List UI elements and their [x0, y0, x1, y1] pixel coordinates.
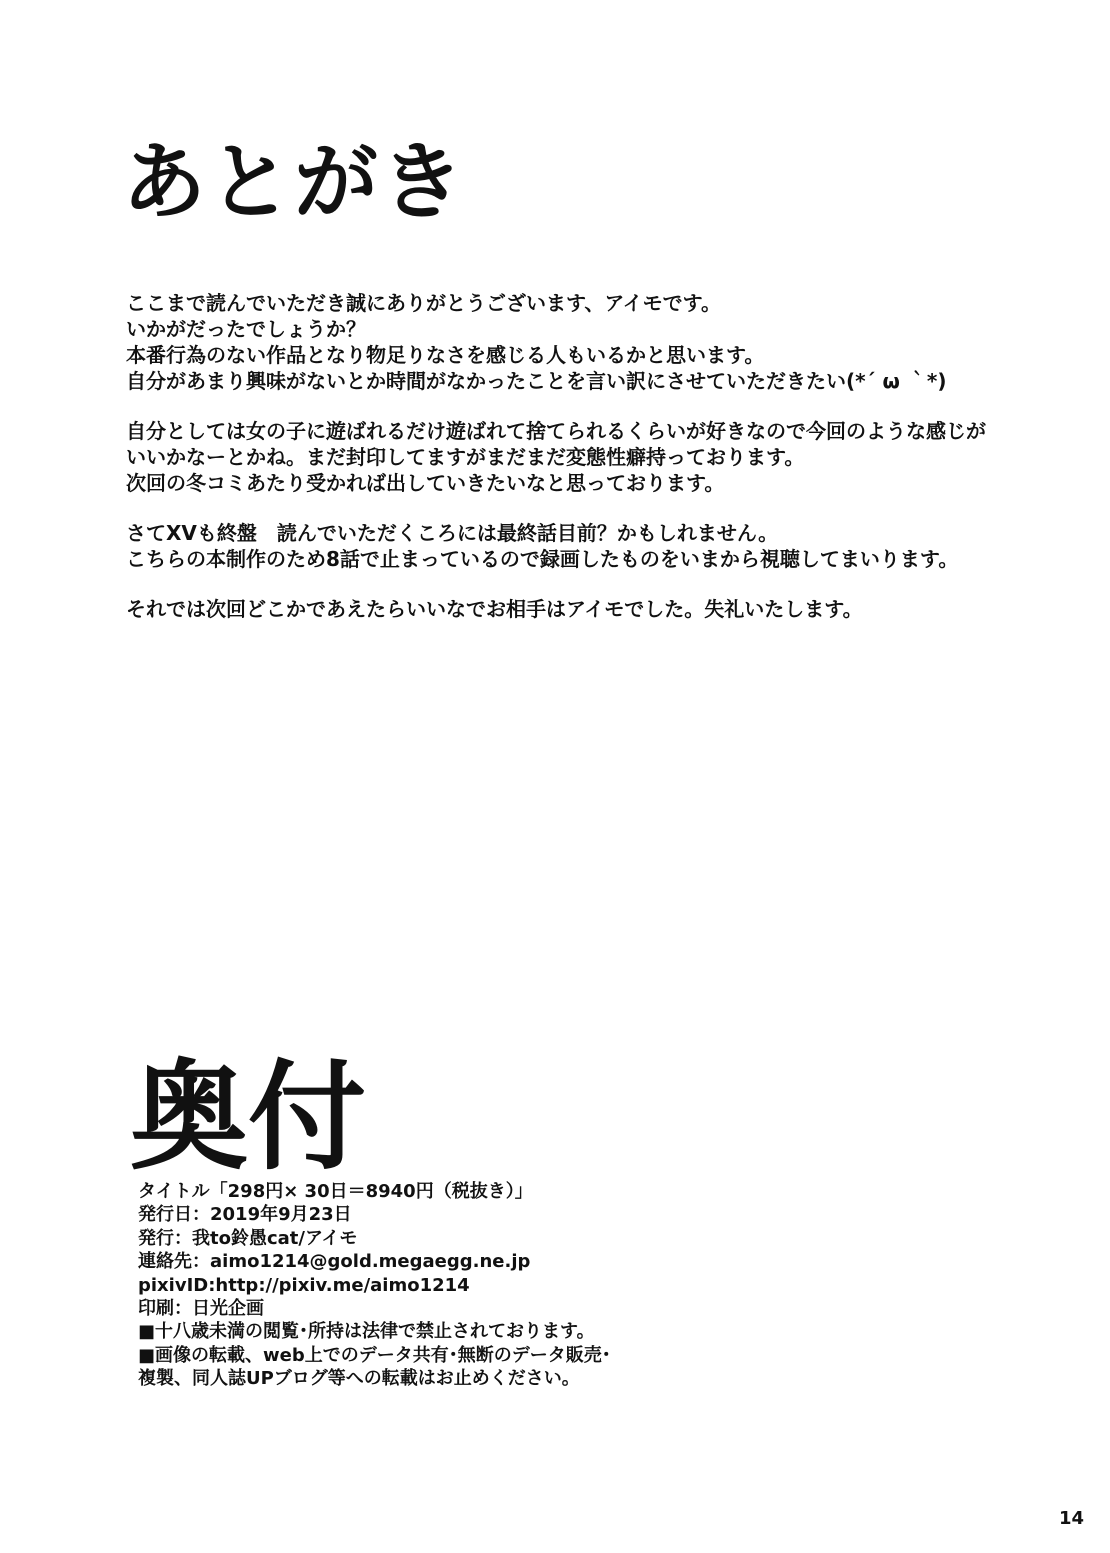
afterword-paragraph-4 — [126, 596, 1026, 622]
afterword-paragraph-1 — [126, 290, 1026, 394]
afterword-line: いかがだったでしょうか？ — [126, 317, 366, 341]
afterword-body — [126, 290, 1026, 646]
colophon-title-line: タイトル「298円× 30日＝8940円（税抜き）」 — [138, 1181, 533, 1202]
afterword-line: 次回の冬コミあたり受かれば出していきたいなと思っております。 — [126, 471, 725, 495]
afterword-line: ここまで読んでいただき誠にありがとうございます、アイモです。 — [126, 291, 721, 315]
colophon-notice-line: ■十八歳未満の閲覧･所持は法律で禁止されております。 — [138, 1321, 595, 1343]
afterword-heading: あとがき — [122, 133, 467, 231]
colophon-printer-line: 印刷：日光企画 — [138, 1298, 264, 1320]
colophon-pixiv-line: pixivID:http://pixiv.me/aimo1214 — [138, 1274, 470, 1296]
colophon-body — [138, 1180, 958, 1391]
afterword-line: いいかなーとかね。まだ封印してますがまだまだ変態性癖持っております。 — [126, 445, 805, 469]
afterword-line: こちらの本制作のため8話で止まっているので録画したものをいまから視聴してまいります。 — [126, 547, 959, 571]
afterword-line: それでは次回どこかであえたらいいなでお相手はアイモでした。失礼いたします。 — [126, 597, 863, 621]
afterword-line: 自分としては女の子に遊ばれるだけ遊ばれて捨てられるくらいが好きなので今回のような感じが — [126, 419, 986, 443]
colophon-notice-line: ■画像の転載、web上でのデータ共有･無断のデータ販売･ — [138, 1344, 611, 1366]
afterword-paragraph-2 — [126, 418, 1026, 496]
colophon-contact-line: 連絡先：aimo1214@gold.megaegg.ne.jp — [138, 1251, 531, 1273]
afterword-line: 本番行為のない作品となり物足りなさを感じる人もいるかと思います。 — [126, 343, 765, 367]
afterword-paragraph-3 — [126, 520, 1026, 572]
page-number: 14 — [1058, 1508, 1084, 1529]
colophon-heading: 奥付 — [130, 1048, 367, 1186]
colophon-notice-line: 複製、同人誌UPブログ等への転載はお止めください。 — [138, 1368, 580, 1390]
colophon-publisher-line: 発行：我to鈴愚cat/アイモ — [138, 1227, 358, 1249]
afterword-line: 自分があまり興味がないとか時間がなかったことを言い訳にさせていただきたい(*´ ω ｀*) — [126, 369, 947, 393]
colophon-date-line: 発行日：2019年9月23日 — [138, 1204, 352, 1226]
afterword-line: さてXVも終盤 読んでいただくころには最終話目前？かもしれません。 — [126, 521, 779, 545]
